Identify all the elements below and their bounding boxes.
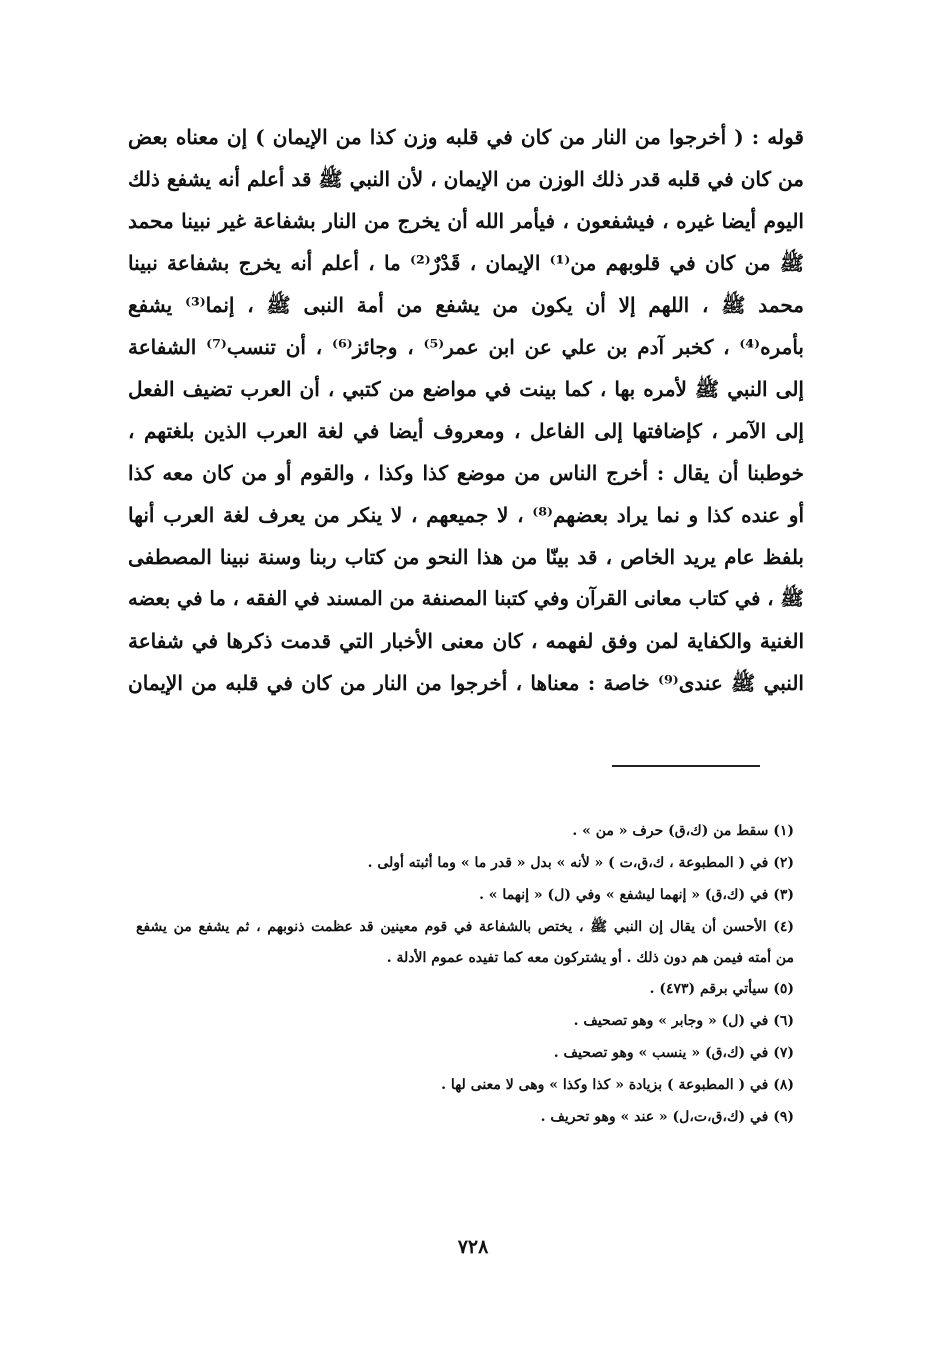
footnote-3: (٣) في (ك،ق) « إنهما ليشفع » وفي (ل) « إنهما » . [479,887,794,903]
main-text-line: إلى النبي ﷺ لأمره بها ، كما بينت في مواضع من كتبي ، أن العرب تضيف الفعل [128,377,804,401]
main-text-line: إلى الآمر ، كإضافتها إلى الفاعل ، ومعروف أيضا في لغة العرب الذين بلغتهم ، [128,419,804,443]
main-text-line: خوطبنا أن يقال : أخرج الناس من موضع كذا وكذا ، والقوم أو من كان معه كذا [128,461,804,485]
main-text-line: قوله : ( أخرجوا من النار من كان في قلبه وزن كذا من الإيمان ) إن معناه بعض [128,125,804,149]
footnote-4: (٤) الأحسن أن يقال إن النبي ﷺ ، يختص بالشفاعة في قوم معينين قد عظمت ذنوبهم ، ثم يشفع من يشفع [136,919,794,935]
main-text-line: بأمره⁽⁴⁾ ، كخبر آدم بن علي عن ابن عمر⁽⁵⁾ ، وجائز⁽⁶⁾ ، أن تنسب⁽⁷⁾ الشفاعة [128,335,804,359]
footnote-5: (٥) سيأتي برقم (٤٧٣) . [649,981,794,997]
main-text-line: بلفظ عام يريد الخاص ، قد بينّا من هذا النحو من كتاب ربنا وسنة نبينا المصطفى [128,545,804,569]
footnote-2: (٢) في ( المطبوعة ، ك،ق،ت ) « لأنه » بدل « قدر ما » وما أثبته أولى . [367,855,794,871]
main-text-line: اليوم أيضا غيره ، فيشفعون ، فيأمر الله أن يخرج من النار بشفاعة غير نبينا محمد [128,209,804,233]
main-text-line: أو عنده كذا و نما يراد بعضهم⁽⁸⁾ ، لا جميعهم ، لا ينكر من يعرف لغة العرب أنها [128,503,804,527]
main-text-body [128,116,804,704]
footnote-separator [612,765,760,767]
footnote-7: (٧) في (ك،ق) « ينسب » وهو تصحيف . [553,1045,794,1061]
main-text-line: النبي ﷺ عندى⁽⁹⁾ خاصة : معناها ، أخرجوا من النار من كان في قلبه من الإيمان [128,671,804,695]
main-text-line: ﷺ من كان في قلوبهم من⁽¹⁾ الإيمان ، قَدْرٌ⁽²⁾ ما ، أعلم أنه يخرج بشفاعة نبينا [128,251,804,275]
footnote-8: (٨) في ( المطبوعة ) بزيادة « كذا وكذا » وهى لا معنى لها . [441,1077,794,1093]
footnote-6: (٦) في (ل) « وجابر » وهو تصحيف . [573,1013,794,1029]
main-text-line: الغنية والكفاية لمن وفق لفهمه ، كان معنى الأخبار التي قدمت ذكرها في شفاعة [128,629,804,653]
footnote-4-continued: من أمته فيمن هم دون ذلك . أو يشتركون معه كما تفيده عموم الأدلة . [386,950,794,966]
main-text-line: من كان في قلبه قدر ذلك الوزن من الإيمان ، لأن النبي ﷺ قد أعلم أنه يشفع ذلك [128,167,804,191]
footnote-1: (١) سقط من (ك،ق) حرف « من » . [572,823,794,839]
footnotes [136,815,794,1133]
main-text-line: ﷺ ، في كتاب معانى القرآن وفي كتبنا المصنفة من المسند في الفقه ، ما في بعضه [128,587,804,610]
footnote-9: (٩) في (ك،ق،ت،ل) « عند » وهو تحريف . [540,1109,794,1125]
page-number: ٧٢٨ [457,1236,489,1258]
main-text-line: محمد ﷺ ، اللهم إلا أن يكون من يشفع من أمة النبى ﷺ ، إنما⁽³⁾ يشفع [128,293,804,317]
